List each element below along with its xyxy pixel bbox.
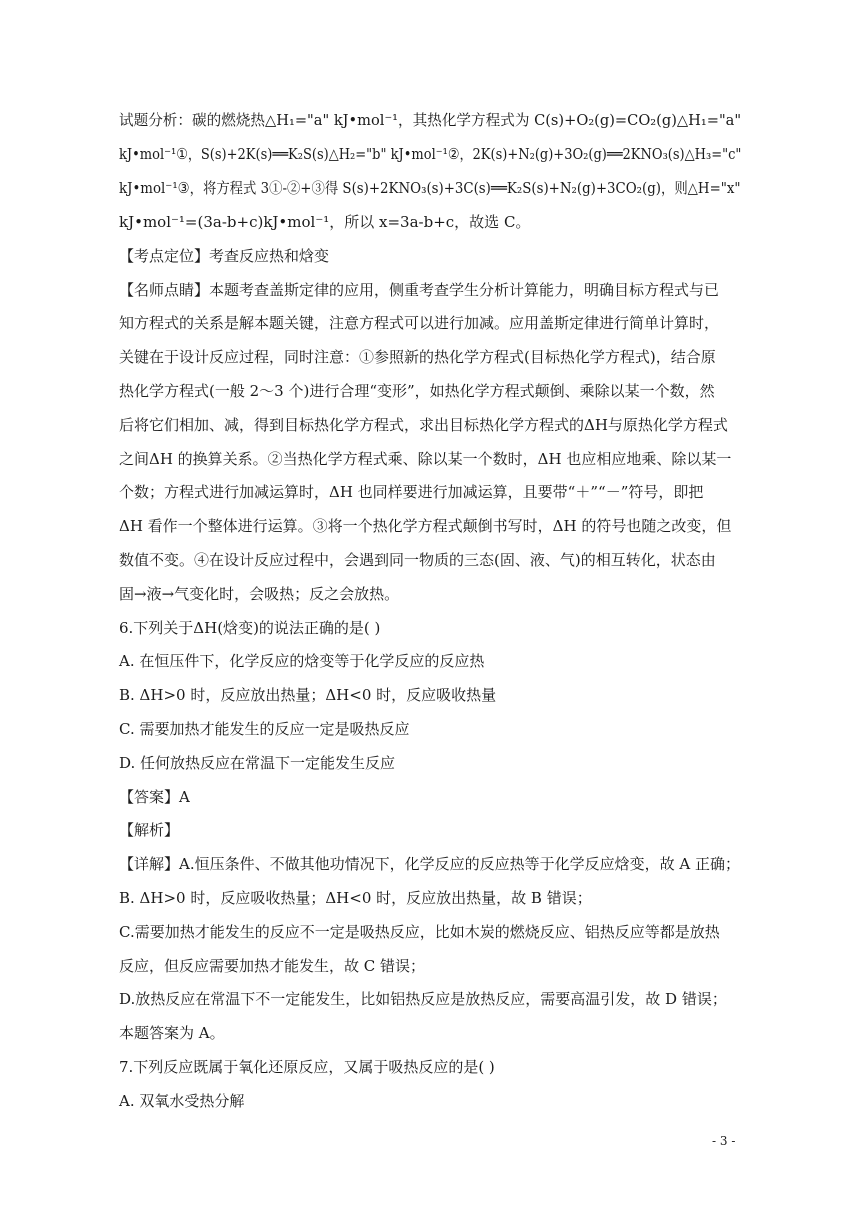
text-line: 个数；方程式进行加减运算时，ΔH 也同样要进行加减运算，且要带“＋”“－”符号，即把 bbox=[119, 483, 704, 501]
text-line: D.放热反应在常温下不一定能发生，比如铝热反应是放热反应，需要高温引发，故 D 错误； bbox=[119, 990, 727, 1008]
answer-label: 【答案】A bbox=[119, 788, 190, 806]
option-d: D. 任何放热反应在常温下一定能发生反应 bbox=[119, 754, 396, 772]
option-a: A. 双氧水受热分解 bbox=[119, 1092, 245, 1110]
text-line: 试题分析：碳的燃烧热△H₁="a" kJ•mol⁻¹，其热化学方程式为 C(s)+O₂(g)=CO₂(g)△H₁="a" bbox=[119, 111, 742, 129]
option-b: B. ΔH>0 时，反应放出热量；ΔH<0 时，反应吸收热量 bbox=[119, 686, 497, 704]
text-line: kJ•mol⁻¹=(3a-b+c)kJ•mol⁻¹，所以 x=3a-b+c，故选 C。 bbox=[119, 213, 531, 231]
text-line: 数值不变。④在设计反应过程中，会遇到同一物质的三态(固、液、气)的相互转化，状态由 bbox=[119, 551, 716, 569]
text-line: ΔH 看作一个整体进行运算。③将一个热化学方程式颠倒书写时，ΔH 的符号也随之改变，但 bbox=[119, 517, 732, 535]
text-line: 之间ΔH 的换算关系。②当热化学方程式乘、除以某一个数时，ΔH 也应相应地乘、除以某一 bbox=[119, 450, 732, 468]
option-c: C. 需要加热才能发生的反应一定是吸热反应 bbox=[119, 720, 410, 738]
text-line: 反应，但反应需要加热才能发生，故 C 错误； bbox=[119, 957, 426, 975]
text-line: 固→液→气变化时，会吸热；反之会放热。 bbox=[119, 585, 400, 603]
text-line: 知方程式的关系是解本题关键，注意方程式可以进行加减。应用盖斯定律进行简单计算时， bbox=[119, 314, 720, 332]
text-line: 【详解】A.恒压条件、不做其他功情况下，化学反应的反应热等于化学反应焓变，故 A 正确； bbox=[119, 855, 740, 873]
text-line: 关键在于设计反应过程，同时注意：①参照新的热化学方程式(目标热化学方程式)，结合原 bbox=[119, 348, 716, 366]
text-line: 热化学方程式(一般 2～3 个)进行合理“变形”，如热化学方程式颠倒、乘除以某一个数，然 bbox=[119, 382, 715, 400]
question-7-stem: 7.下列反应既属于氧化还原反应，又属于吸热反应的是( ) bbox=[119, 1058, 495, 1076]
text-line: kJ•mol⁻¹①，S(s)+2K(s)══K₂S(s)△H₂="b" kJ•mol⁻¹②，2K(s)+N₂(g)+3O₂(g)══2KNO₃(s)△H₃="c" bbox=[119, 145, 742, 163]
text-line: kJ•mol⁻¹③，将方程式 3①-②+③得 S(s)+2KNO₃(s)+3C(s)══K₂S(s)+N₂(g)+3CO₂(g)，则△H="x" bbox=[119, 179, 741, 197]
text-line: 本题答案为 A。 bbox=[119, 1024, 225, 1042]
text-line: 【名师点睛】本题考查盖斯定律的应用，侧重考查学生分析计算能力，明确目标方程式与已 bbox=[119, 281, 720, 299]
text-line: B. ΔH>0 时，反应吸收热量；ΔH<0 时，反应放出热量，故 B 错误； bbox=[119, 889, 592, 907]
question-6-stem: 6.下列关于ΔH(焓变)的说法正确的是( ) bbox=[119, 619, 381, 637]
option-a: A. 在恒压件下，化学反应的焓变等于化学反应的反应热 bbox=[119, 652, 485, 670]
text-line: C.需要加热才能发生的反应不一定是吸热反应，比如木炭的燃烧反应、铝热反应等都是放热 bbox=[119, 923, 720, 941]
page-number: - 3 - bbox=[712, 1134, 736, 1148]
analysis-label: 【解析】 bbox=[119, 821, 180, 839]
text-line: 后将它们相加、减，得到目标热化学方程式，求出目标热化学方程式的ΔH与原热化学方程式 bbox=[119, 416, 728, 434]
text-line: 【考点定位】考查反应热和焓变 bbox=[119, 247, 330, 265]
